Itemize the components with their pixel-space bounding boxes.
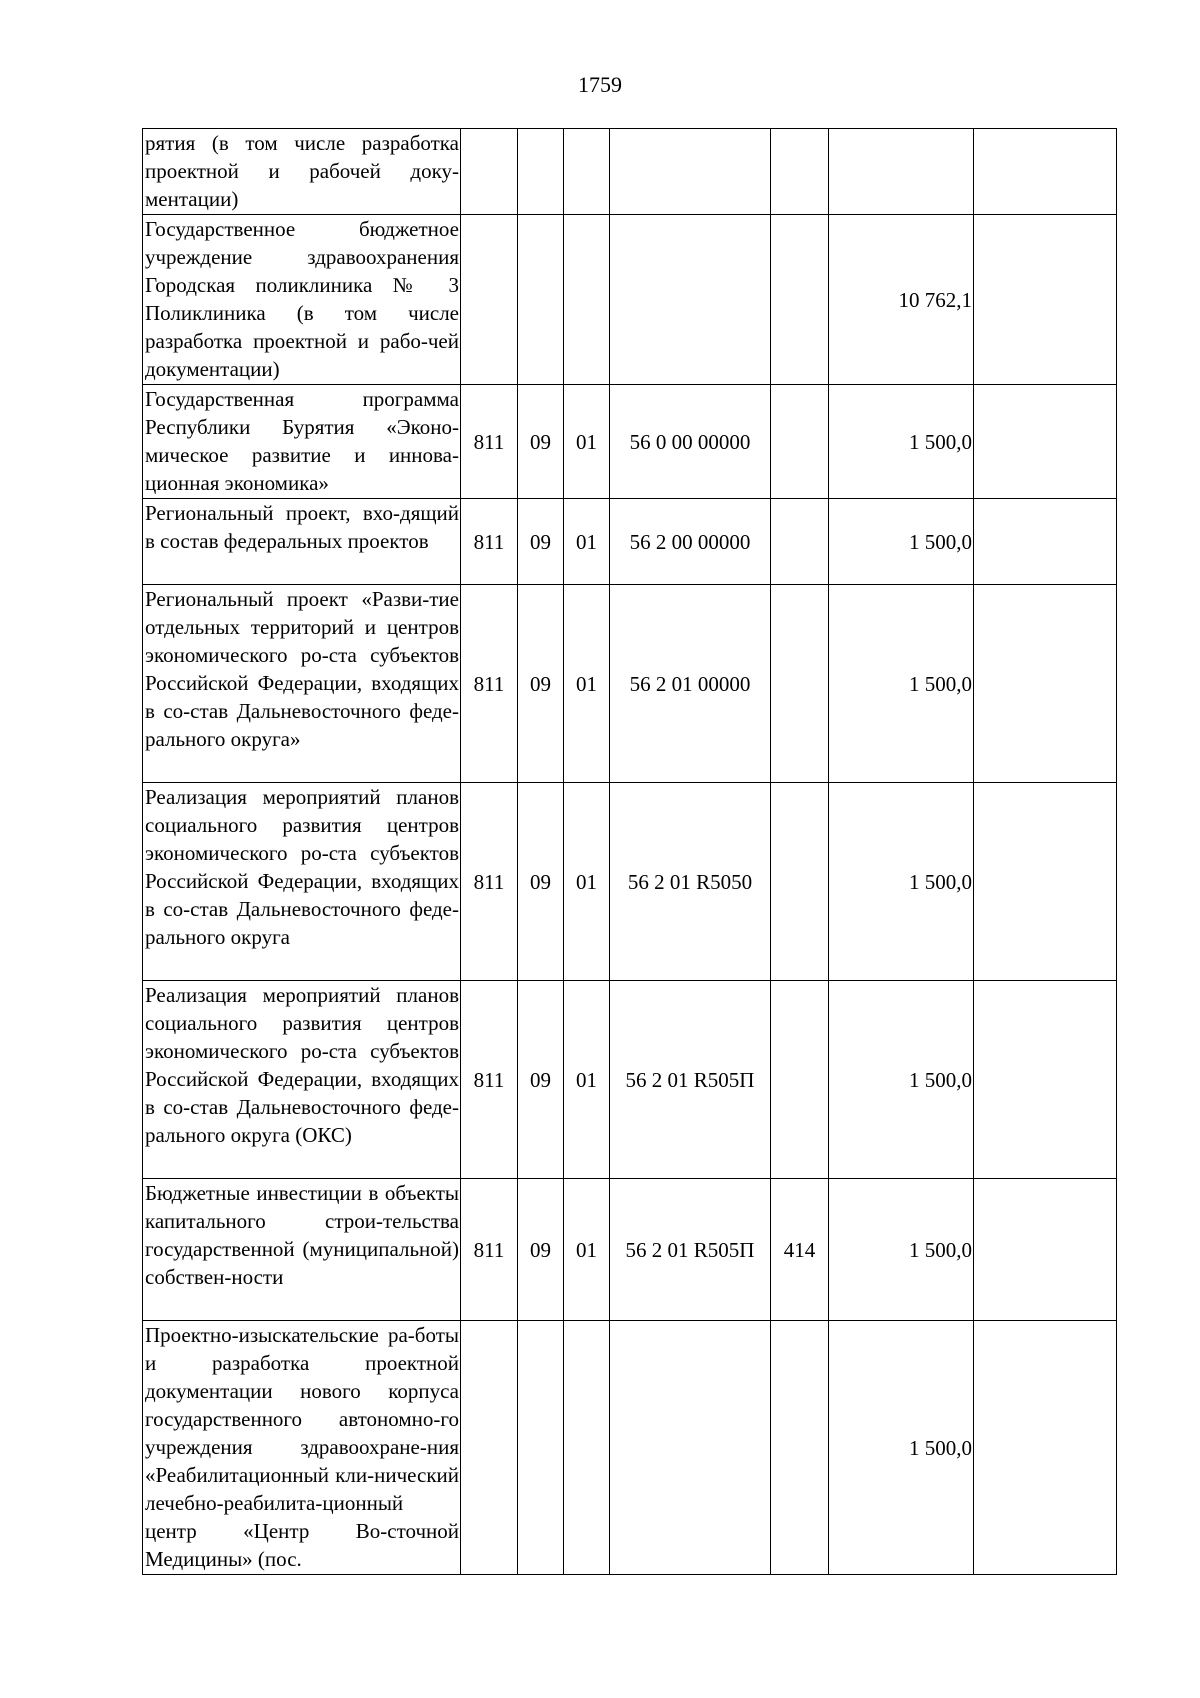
extra-cell (974, 215, 1117, 385)
section-code (518, 215, 564, 385)
expense-type-code (771, 783, 829, 981)
section-code: 09 (518, 981, 564, 1179)
table-row (143, 129, 1117, 215)
extra-cell (974, 1179, 1117, 1321)
ministry-code: 811 (461, 385, 518, 499)
row-description: Реализация мероприятий планов социального развития центров экономического ро-ста субъектов Российской Федерации, входящих в со-став Дальневосточного феде-рального округа (ОКС) (143, 981, 461, 1179)
expense-type-code (771, 215, 829, 385)
extra-cell (974, 1321, 1117, 1575)
expense-type-code: 414 (771, 1179, 829, 1321)
ministry-code: 811 (461, 585, 518, 783)
section-code (518, 1321, 564, 1575)
amount-cell (829, 129, 974, 215)
section-code: 09 (518, 1179, 564, 1321)
ministry-code (461, 1321, 518, 1575)
row-description: Региональный проект «Разви-тие отдельных территорий и центров экономического ро-ста субъектов Российской Федерации, входящих в со-став Дальневосточного феде-рального округа» (143, 585, 461, 783)
subsection-code: 01 (564, 1179, 610, 1321)
expense-type-code (771, 981, 829, 1179)
extra-cell (974, 783, 1117, 981)
amount-cell: 1 500,0 (829, 1321, 974, 1575)
ministry-code: 811 (461, 1179, 518, 1321)
target-article-code (610, 1321, 771, 1575)
row-description: Государственное бюджетное учреждение здравоохранения Городская поликлиника № 3 Поликлиника (в том числе разработка проектной и рабо-чей документации) (143, 215, 461, 385)
subsection-code: 01 (564, 585, 610, 783)
amount-cell: 1 500,0 (829, 385, 974, 499)
target-article-code: 56 2 01 R505П (610, 1179, 771, 1321)
expense-type-code (771, 385, 829, 499)
table-row (143, 585, 1117, 783)
row-description: Реализация мероприятий планов социального развития центров экономического ро-ста субъектов Российской Федерации, входящих в со-став Дальневосточного феде-рального округа (143, 783, 461, 981)
table-row (143, 1179, 1117, 1321)
amount-cell: 1 500,0 (829, 1179, 974, 1321)
expense-type-code (771, 499, 829, 585)
amount-cell: 1 500,0 (829, 981, 974, 1179)
subsection-code: 01 (564, 981, 610, 1179)
amount-cell: 1 500,0 (829, 585, 974, 783)
amount-cell: 1 500,0 (829, 499, 974, 585)
amount-cell: 1 500,0 (829, 783, 974, 981)
subsection-code (564, 215, 610, 385)
row-description: рятия (в том числе разработка проектной и рабочей доку-ментации) (143, 129, 461, 215)
ministry-code: 811 (461, 783, 518, 981)
expense-type-code (771, 585, 829, 783)
table-row (143, 385, 1117, 499)
subsection-code: 01 (564, 499, 610, 585)
budget-table (142, 128, 1117, 1575)
target-article-code: 56 2 01 00000 (610, 585, 771, 783)
row-description: Государственная программа Республики Бурятия «Эконо-мическое развитие и иннова-ционная экономика» (143, 385, 461, 499)
subsection-code (564, 1321, 610, 1575)
target-article-code: 56 2 00 00000 (610, 499, 771, 585)
table-row (143, 215, 1117, 385)
expense-type-code (771, 129, 829, 215)
row-description: Региональный проект, вхо-дящий в состав федеральных проектов (143, 499, 461, 585)
table-row (143, 783, 1117, 981)
section-code: 09 (518, 499, 564, 585)
amount-cell: 10 762,1 (829, 215, 974, 385)
page-number: 1759 (578, 72, 622, 97)
target-article-code: 56 0 00 00000 (610, 385, 771, 499)
extra-cell (974, 385, 1117, 499)
subsection-code: 01 (564, 385, 610, 499)
ministry-code: 811 (461, 981, 518, 1179)
target-article-code: 56 2 01 R505П (610, 981, 771, 1179)
expense-type-code (771, 1321, 829, 1575)
ministry-code: 811 (461, 499, 518, 585)
section-code: 09 (518, 783, 564, 981)
table-row (143, 981, 1117, 1179)
section-code: 09 (518, 385, 564, 499)
table-body (143, 129, 1117, 1575)
extra-cell (974, 499, 1117, 585)
subsection-code: 01 (564, 783, 610, 981)
extra-cell (974, 981, 1117, 1179)
row-description: Бюджетные инвестиции в объекты капитального строи-тельства государственной (муниципальной) собствен-ности (143, 1179, 461, 1321)
target-article-code (610, 129, 771, 215)
ministry-code (461, 215, 518, 385)
ministry-code (461, 129, 518, 215)
extra-cell (974, 585, 1117, 783)
section-code (518, 129, 564, 215)
subsection-code (564, 129, 610, 215)
target-article-code (610, 215, 771, 385)
extra-cell (974, 129, 1117, 215)
table-row (143, 499, 1117, 585)
section-code: 09 (518, 585, 564, 783)
table-row (143, 1321, 1117, 1575)
row-description: Проектно-изыскательские ра-боты и разработка проектной документации нового корпуса государственного автономно-го учреждения здравоохране-ния «Реабилитационный кли-нический лечебно-реабилита-ционный центр «Центр Во-сточной Медицины» (пос. (143, 1321, 461, 1575)
target-article-code: 56 2 01 R5050 (610, 783, 771, 981)
